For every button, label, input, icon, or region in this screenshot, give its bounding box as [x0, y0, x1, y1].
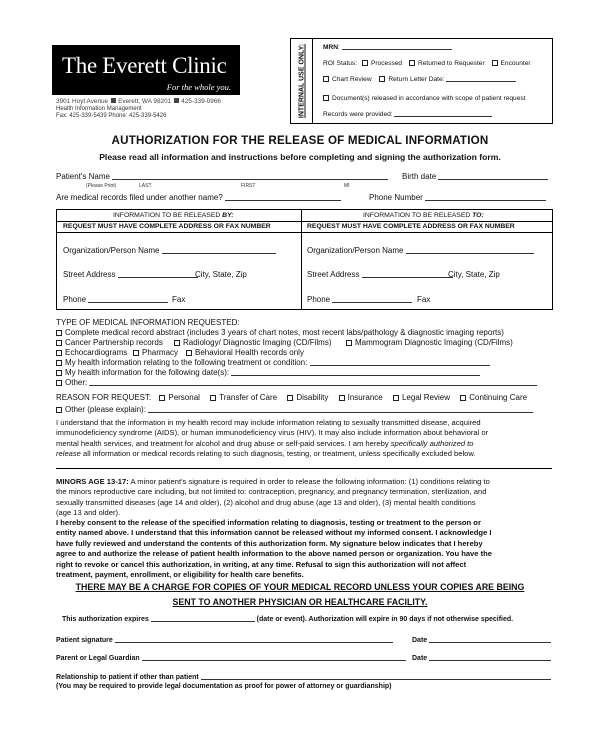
- released-to-street-input[interactable]: [362, 277, 453, 278]
- encounter-checkbox[interactable]: [492, 60, 498, 66]
- guardian-date-input[interactable]: [429, 660, 551, 661]
- type-option-cancer[interactable]: Cancer Partnership records: [56, 338, 163, 347]
- phone-number-input[interactable]: [425, 200, 546, 201]
- print-hint: (Please Print): [86, 183, 117, 189]
- released-to-phone-input[interactable]: [332, 302, 412, 303]
- consent-paragraph: I hereby consent to the release of the specified information relating to diagnosis, testing or treatment to the person or entity named above. I understand that this information cannot be released without my informed consent. I acknowledge I have fully reviewed and understand the contents of this authorization form. My signature below indicates that I hereby agree to and authorize the release of patient health information to the above named person or organization. You have the right to revoke or cancel this authorization, in writing, at any time. Refusal to sign this authorization will not affect treatment, payment, enrollment, or eligibility for health care benefits.: [56, 518, 493, 580]
- type-option-pharmacy[interactable]: Pharmacy: [133, 348, 178, 357]
- type-option-radiology[interactable]: Radiology/ Diagnostic Imaging (CD/Films): [174, 338, 332, 347]
- released-to-phone: Phone: [307, 295, 412, 304]
- released-by-org: Organization/Person Name: [63, 246, 276, 255]
- form-subtitle: Please read all information and instructions before completing and signing the authorization form.: [99, 152, 501, 162]
- type-option-other[interactable]: Other:: [56, 378, 537, 387]
- reason-other-row[interactable]: Other (please explain):: [56, 405, 533, 414]
- roi-status-row: ROI Status: Processed Returned to Requester Encounter: [323, 60, 531, 67]
- charge-notice-line1: THERE MAY BE A CHARGE FOR COPIES OF YOUR MEDICAL RECORD UNLESS YOUR COPIES ARE BEING: [75, 582, 525, 592]
- released-to-org-input[interactable]: [406, 253, 534, 254]
- documents-row: Document(s) released in accordance with scope of patient request: [323, 95, 526, 102]
- released-to-org: Organization/Person Name: [307, 246, 534, 255]
- chart-review-checkbox[interactable]: [323, 76, 329, 82]
- phone-number-row: Phone Number: [369, 193, 546, 202]
- type-option-condition[interactable]: My health information relating to the following treatment or condition:: [56, 358, 490, 367]
- other-name-row: Are medical records filed under another name?: [56, 193, 341, 202]
- minors-paragraph: MINORS AGE 13-17: A minor patient's signature is required in order to release the following information: (1) conditions relating to the minors reproductive care including, but not limited to: contraception, pregnancy, and pregnancy termination, sterilization, and sexually transmitted diseases (age 14 and older), (2) alcohol and drug abuse (age 13 and older), (3) mental health conditions (age 13 and older).: [56, 477, 490, 518]
- chart-review-row: Chart Review Return Letter Date:: [323, 76, 516, 83]
- internal-use-box: [290, 38, 553, 124]
- form-title: AUTHORIZATION FOR THE RELEASE OF MEDICAL INFORMATION: [111, 134, 489, 147]
- reason-row: REASON FOR REQUEST: Personal Transfer of Care Disability Insurance Legal Review Continuing Care: [56, 393, 528, 402]
- patient-date-row: Date: [412, 637, 551, 644]
- reason-personal-checkbox[interactable]: [159, 395, 165, 401]
- return-letter-checkbox[interactable]: [379, 76, 385, 82]
- reason-insurance-checkbox[interactable]: [339, 395, 345, 401]
- released-by-street-input[interactable]: [118, 277, 198, 278]
- released-by-fax: Fax: [172, 295, 186, 304]
- patient-name-row: Patient's Name: [56, 172, 388, 181]
- released-to-request: REQUEST MUST HAVE COMPLETE ADDRESS OR FAX NUMBER: [307, 223, 515, 230]
- released-to-street: Street Address: [307, 270, 453, 279]
- reason-disability-checkbox[interactable]: [287, 395, 293, 401]
- birth-date-row: Birth date: [402, 172, 548, 181]
- charge-notice-line2: SENT TO ANOTHER PHYSICIAN OR HEALTHCARE FACILITY.: [172, 597, 428, 607]
- type-info-heading: TYPE OF MEDICAL INFORMATION REQUESTED:: [56, 318, 240, 327]
- type-option-dates[interactable]: My health information for the following date(s):: [56, 368, 480, 377]
- understand-paragraph: I understand that the information in my health record may include information relating to sexually transmitted disease, acquired immunodeficiency syndrome (AIDS), or human immunodeficiency virus (HIV). It may also include information about behavioral or mental health services, and treatment for alcohol and drug abuse or self-paid services. I am hereby specifically authorized to release all information or medical records relating to such diagnosis, testing, or treatment, unless specifically excluded below.: [56, 418, 489, 459]
- release-info-table: [56, 209, 553, 310]
- type-option-complete[interactable]: Complete medical record abstract (includes 3 years of chart notes, most recent labs/pathology & diagnostic imaging reports): [56, 328, 504, 337]
- patient-date-input[interactable]: [429, 642, 551, 643]
- reason-continuing-checkbox[interactable]: [460, 395, 466, 401]
- guardian-date-row: Date: [412, 655, 551, 662]
- clinic-phone-fax: Fax: 425-339-5439 Phone: 425-339-5426: [56, 113, 167, 119]
- mrn-field[interactable]: MRN:: [323, 44, 452, 51]
- processed-checkbox[interactable]: [362, 60, 368, 66]
- type-option-behavioral[interactable]: Behavioral Health records only: [186, 348, 304, 357]
- documents-checkbox[interactable]: [323, 95, 329, 101]
- released-by-phone-input[interactable]: [88, 302, 168, 303]
- released-by-city: City, State, Zip: [195, 270, 247, 279]
- patient-name-input[interactable]: [112, 179, 388, 180]
- reason-transfer-checkbox[interactable]: [210, 395, 216, 401]
- relationship-row: Relationship to patient if other than patient: [56, 674, 551, 681]
- internal-use-label: INTERNAL USE ONLY:: [291, 39, 313, 123]
- clinic-logo: [52, 45, 240, 95]
- clinic-department: Health Information Management: [56, 106, 142, 112]
- released-by-street: Street Address: [63, 270, 198, 279]
- records-provided-row: Records were provided:: [323, 111, 492, 118]
- expires-row: This authorization expires (date or event). Authorization will expire in 90 days if not otherwise specified.: [62, 616, 514, 623]
- mi-hint: MI: [344, 183, 350, 189]
- clinic-name: The Everett Clinic: [62, 53, 227, 78]
- released-to-fax: Fax: [417, 295, 431, 304]
- relationship-input[interactable]: [201, 679, 551, 680]
- released-by-header: INFORMATION TO BE RELEASED BY:: [113, 212, 234, 219]
- relationship-note: (You may be required to provide legal documentation as proof for power of attorney or guardianship): [56, 683, 392, 690]
- exclusion-line[interactable]: [56, 468, 552, 469]
- released-by-phone: Phone: [63, 295, 168, 304]
- clinic-address: 3901 Hoyt Avenue Everett, WA 98201 425-339-0966: [56, 98, 221, 105]
- returned-checkbox[interactable]: [409, 60, 415, 66]
- type-option-mammogram[interactable]: Mammogram Diagnostic Imaging (CD/Films): [346, 338, 513, 347]
- expires-input[interactable]: [151, 621, 255, 622]
- birth-date-input[interactable]: [438, 179, 548, 180]
- patient-signature-row: Patient signature: [56, 637, 393, 644]
- other-name-input[interactable]: [225, 200, 341, 201]
- guardian-signature-row: Parent or Legal Guardian: [56, 655, 406, 662]
- released-to-city: City, State, Zip: [448, 270, 500, 279]
- released-by-request: REQUEST MUST HAVE COMPLETE ADDRESS OR FAX NUMBER: [63, 223, 271, 230]
- reason-legal-checkbox[interactable]: [393, 395, 399, 401]
- patient-signature-input[interactable]: [115, 642, 393, 643]
- released-to-header: INFORMATION TO BE RELEASED TO:: [363, 212, 484, 219]
- last-hint: LAST: [139, 183, 152, 189]
- first-hint: FIRST: [241, 183, 256, 189]
- guardian-signature-input[interactable]: [142, 660, 406, 661]
- clinic-tagline: For the whole you.: [166, 82, 231, 92]
- released-by-org-input[interactable]: [162, 253, 276, 254]
- type-option-echo[interactable]: Echocardiograms: [56, 348, 127, 357]
